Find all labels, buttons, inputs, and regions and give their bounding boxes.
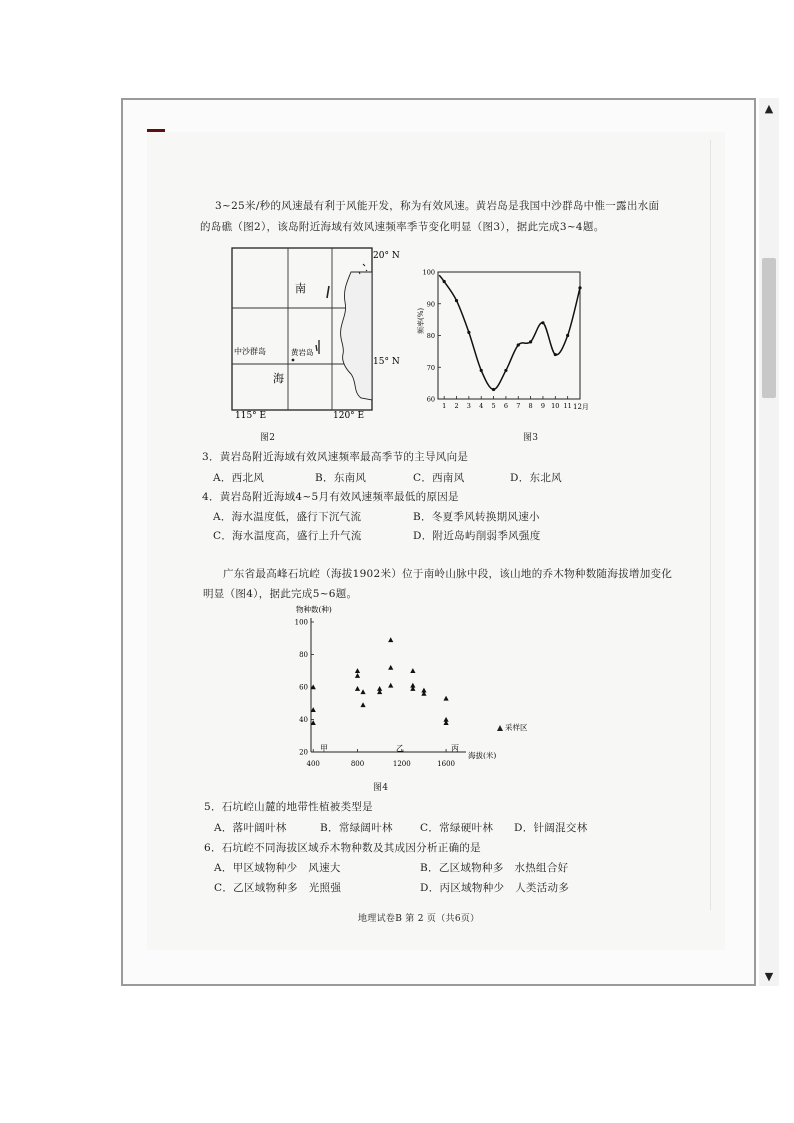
passage2-line1: 广东省最高峰石坑崆（海拔1902米）位于南岭山脉中段，该山地的乔木物种数随海拔增加变化 <box>223 568 673 580</box>
q5-option-b: B．常绿阔叶林 <box>320 822 393 834</box>
fig4-legend-marker <box>497 725 503 731</box>
page-footer: 地理试卷B 第 2 页（共6页） <box>358 914 480 924</box>
q6-option-d: D．丙区域物种少 人类活动多 <box>420 882 570 894</box>
passage1-line1: 3~25米/秒的风速最有利于风能开发，称为有效风速。黄岩岛是我国中沙群岛中惟一露出水面 <box>215 200 660 212</box>
fig3-data-point <box>467 331 470 334</box>
fig4-xtick-label: 800 <box>350 760 365 768</box>
q6-option-b: B．乙区域物种多 水热组合好 <box>420 862 569 874</box>
fig3-xtick-label: 8 <box>528 402 533 410</box>
page-edge <box>710 140 711 910</box>
fig4-data-point <box>360 702 365 707</box>
map-lon-left: 115° E <box>235 411 267 421</box>
huangyan-point <box>292 359 295 362</box>
fig4-ytick-label: 20 <box>299 748 308 757</box>
q5-option-c: C．常绿硬叶林 <box>420 822 494 834</box>
fig3-xtick-label: 9 <box>540 402 546 410</box>
map-label-huangyan: 黄岩岛 <box>291 348 314 357</box>
fig4-data-point <box>388 665 393 670</box>
figure4-chart <box>286 600 556 772</box>
q6-stem: 6．石坑崆不同海拔区域乔木物种数及其成因分析正确的是 <box>204 842 481 854</box>
q5-stem: 5．石坑崆山麓的地带性植被类型是 <box>204 801 373 813</box>
fig4-legend-label: 采样区 <box>505 723 528 732</box>
fig4-data-point <box>388 637 393 642</box>
fig4-zone-yi: 乙 <box>396 744 404 753</box>
fig4-ytick-label: 60 <box>299 683 308 692</box>
fig3-data-point <box>480 369 483 372</box>
vertical-scrollbar[interactable] <box>759 98 779 986</box>
q4-option-b: B．冬夏季风转换期风速小 <box>413 511 540 523</box>
fig3-ytick-label: 100 <box>422 268 435 277</box>
q5-option-d: D．针阔混交林 <box>514 822 588 834</box>
map-text-i-top <box>327 286 329 298</box>
q6-option-a: A．甲区域物种少 风速大 <box>214 862 341 874</box>
figure4-caption: 图4 <box>373 783 389 793</box>
fig3-data-point <box>517 343 520 346</box>
passage2-line2: 明显（图4），据此完成5~6题。 <box>203 588 358 600</box>
fig4-zone-jia: 甲 <box>320 744 328 753</box>
fig4-xlabel: 海拔(米) <box>468 751 497 760</box>
fig4-xtick-label: 1200 <box>392 760 411 768</box>
fig3-ytick-label: 70 <box>426 363 435 372</box>
fig3-data-point <box>492 388 495 391</box>
fig4-data-point <box>443 696 448 701</box>
q4-option-d: D．附近岛屿削弱季风强度 <box>413 530 541 542</box>
fig4-zone-bing: 丙 <box>451 744 459 753</box>
fig4-ytick-label: 80 <box>299 651 308 659</box>
fig3-data-point <box>443 280 446 283</box>
map-label-zhongsha: 中沙群岛 <box>234 347 266 356</box>
figure2-caption: 图2 <box>260 433 276 443</box>
fig3-data-point <box>554 353 557 356</box>
fig3-data-point <box>578 286 581 289</box>
luzon-coastline <box>341 272 372 400</box>
fig4-data-point <box>388 683 393 688</box>
fig4-xtick-label: 400 <box>306 760 320 768</box>
map-lat-top: 20° N <box>373 251 400 261</box>
fig3-xtick-label: 7 <box>516 402 521 410</box>
fig4-data-point <box>355 668 360 673</box>
map-label-hai: 海 <box>273 372 284 385</box>
q3-option-d: D．东北风 <box>510 472 562 484</box>
fig3-ytick-label: 80 <box>426 332 435 340</box>
fig3-data-point <box>541 321 544 324</box>
scroll-thumb[interactable] <box>762 258 776 398</box>
fig3-data-point <box>455 299 458 302</box>
map-lon-right: 120° E <box>333 411 365 421</box>
fig4-ytick-label: 100 <box>294 618 308 627</box>
q3-option-c: C．西南风 <box>413 472 465 484</box>
fig4-ytick-label: 40 <box>299 716 308 724</box>
fig3-ylabel: 频率(%) <box>417 307 425 334</box>
q4-option-c: C．海水温度高，盛行上升气流 <box>213 530 362 542</box>
fig4-data-point <box>360 689 365 694</box>
fig4-data-point <box>355 673 360 678</box>
fig4-data-point <box>410 668 415 673</box>
fig3-xtick-label: 1 <box>442 402 447 410</box>
map-lat-mid: 15° N <box>373 357 400 367</box>
fig3-xunit: 12月 <box>573 403 589 411</box>
page-corner-mark <box>147 129 165 132</box>
figure2-map <box>225 242 410 422</box>
fig3-xtick-label: 10 <box>551 402 560 410</box>
scroll-up-arrow-icon[interactable]: ▲ <box>764 102 774 115</box>
q3-option-b: B．东南风 <box>315 472 367 484</box>
fig3-series-line <box>439 275 580 389</box>
passage1-line2: 的岛礁（图2），该岛附近海域有效风速频率季节变化明显（图3），据此完成3~4题。 <box>200 221 605 233</box>
fig3-xtick-label: 5 <box>491 402 496 410</box>
q6-option-c: C．乙区域物种多 光照强 <box>214 882 342 894</box>
q3-stem: 3．黄岩岛附近海域有效风速频率最高季节的主导风向是 <box>202 451 469 463</box>
map-text-i-mid <box>316 340 319 354</box>
fig3-data-point <box>529 340 532 343</box>
fig3-xtick-label: 6 <box>503 402 508 410</box>
fig3-ytick-label: 60 <box>426 395 435 404</box>
map-label-nan: 南 <box>295 282 306 295</box>
fig3-xtick-label: 3 <box>466 402 471 410</box>
q3-option-a: A．西北风 <box>213 472 265 484</box>
fig3-data-point <box>566 334 569 337</box>
figure3-caption: 图3 <box>523 433 539 443</box>
q5-option-a: A．落叶阔叶林 <box>214 822 287 834</box>
fig4-data-point <box>355 686 360 691</box>
fig3-plot-frame <box>438 272 580 399</box>
fig3-ytick-label: 90 <box>426 300 435 309</box>
q4-option-a: A．海水温度低，盛行下沉气流 <box>213 511 362 523</box>
q4-stem: 4．黄岩岛附近海域4~5月有效风速频率最低的原因是 <box>202 491 459 503</box>
fig3-xtick-label: 11 <box>563 402 572 410</box>
fig4-xtick-label: 1600 <box>437 760 455 768</box>
fig4-ylabel: 物种数(种) <box>296 605 332 614</box>
fig3-xtick-label: 4 <box>479 402 484 410</box>
scroll-down-arrow-icon[interactable]: ▼ <box>764 970 774 983</box>
fig3-data-point <box>504 369 507 372</box>
figure3-chart <box>418 262 603 412</box>
fig3-xtick-label: 2 <box>454 402 459 410</box>
